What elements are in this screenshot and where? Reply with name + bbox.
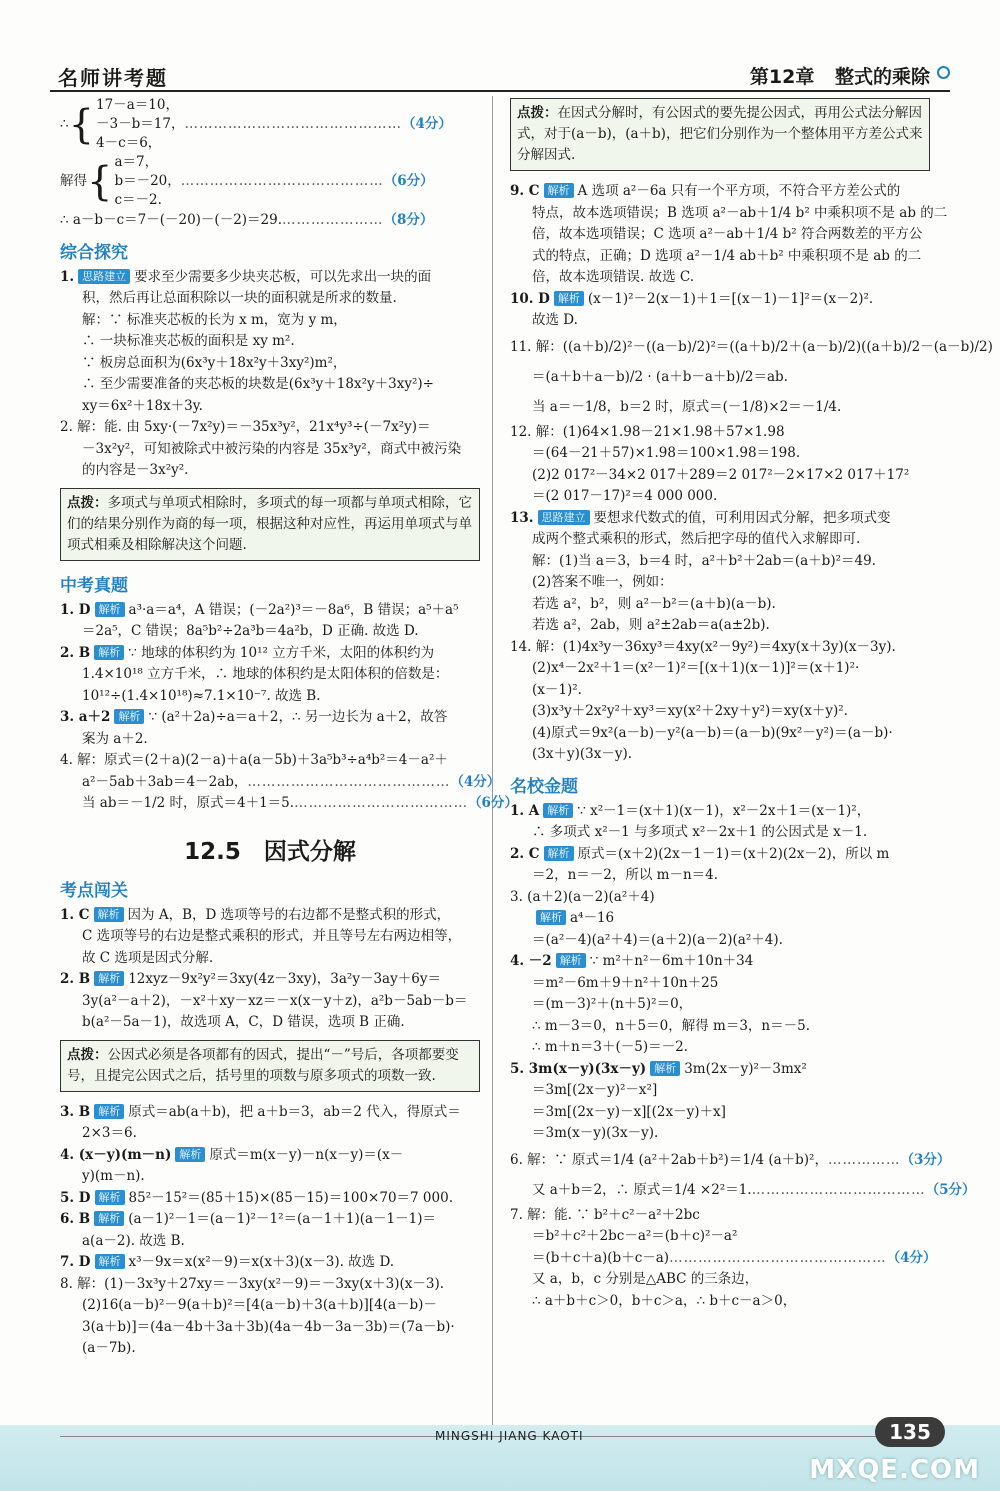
score-label: （4分） bbox=[886, 1249, 937, 1266]
book-title: 名师讲考题 bbox=[58, 66, 168, 90]
analysis-tag: 解析 bbox=[544, 183, 574, 198]
practice-q5: 5. D 解析 85²－15²＝(85＋15)×(85－15)＝100×70＝7 000. bbox=[60, 1189, 453, 1206]
equation-line: 17－a＝10， bbox=[96, 97, 179, 113]
exam-q4: 4. 解：原式＝(2＋a)(2－a)＋a(a－5b)＋3a⁵b³÷a⁴b²＝4－a²＋ bbox=[60, 752, 448, 768]
analysis-tag: 解析 bbox=[94, 971, 124, 986]
exam-q3: 3. a＋2 解析 ∵ (a²＋2a)÷a＝a＋2，∴ 另一边长为 a＋2，故答 bbox=[60, 709, 448, 725]
score-label: （6分） bbox=[383, 173, 434, 189]
answer-line: ∴ 至少需要准备的夹芯板的块数是(6x³y＋18x²y＋3xy²)÷ bbox=[82, 376, 434, 392]
answer-line: ＝2，n＝－2，所以 m－n＝4. bbox=[532, 867, 719, 883]
question-14: 14. 解：(1)4x³y－36xy³＝4xy(x²－9y²)＝4xy(x＋3y)(x－3y). bbox=[510, 638, 896, 655]
answer-line: 3y(a²－a＋2)，－x²＋xy－xz＝－x(x－y＋z)，a²b－5ab－b＝ bbox=[82, 992, 468, 1009]
answer-line: b(a²－5a－1)，故选项 A，C，D 错误，选项 B 正确. bbox=[82, 1014, 405, 1030]
column-divider bbox=[492, 96, 493, 1426]
score-label: （8分） bbox=[383, 212, 434, 228]
equation-system-1 bbox=[60, 96, 480, 153]
answer-line: 1.4×10¹⁸ 立方千米，∴ 地球的体积约是太阳体积的倍数是： bbox=[82, 666, 449, 682]
tip-box: 点拨：公因式必须是各项都有的因式，提出“－”号后，各项都要变号，且提完公因式之后，括号里的项数与原多项式的项数一致. bbox=[60, 1040, 480, 1092]
watermark: MXQE.COM bbox=[809, 1455, 980, 1485]
analysis-tag: 解析 bbox=[94, 1104, 124, 1119]
answer-line: ＝2a⁵，C 错误；8a⁵b²÷2a³b＝4a²b，D 正确. 故选 D. bbox=[82, 623, 419, 639]
equation-line: －3－b＝17， bbox=[96, 116, 185, 132]
answer-line: (2)答案不唯一，例如： bbox=[532, 574, 673, 590]
question-1: 1. 思路建立 要求至少需要多少块夹芯板，可以先求出一块的面 bbox=[60, 268, 432, 285]
answer-line: (4)原式＝9x²(a－b)－y²(a－b)＝(a－b)(9x²－y²)＝(a－b)· bbox=[532, 724, 893, 741]
right-column: 点拨：在因式分解时，有公因式的要先提公因式，再用公式法分解因式，对于(a－b)，(a＋b)，把它们分别作为一个整体用平方差公式来分解因式. 9. C 解析 A 选项 a²－6a 只有一个平方项，不符合平方差公式的 特点，故本选项错误；B 选项 a²－ab＋1/4 b² 中乘积项不是 ab 的二 倍，故本选项错误；C 选项 a²－ab＋1/4 b² 符合两数差的平方公 式的特点，正确；D 选项 a²－1/4 ab＋b² 中乘积项不是 ab 的二 倍，故本选项错误. 故选 C. 10. D 解析 (x－1)²－2(x－1)＋1＝[(x－1)－1]²＝(x－2)². 故选 D. 11. 解：((a＋b)/2)²－((a－b)/2)²＝((a＋b)/2＋(a－b)/2)((a＋b)/2－(a－b)/2) ＝(a＋b＋a－b)/2 · (a＋b－a＋b)/2＝ab. 当 a＝－1/8，b＝2 时，原式＝(－1/8)×2＝－1/4. 12. 解：(1)64×1.98－21×1.98＋57×1.98 ＝(64－21＋57)×1.98＝100×1.98＝198. (2)2 017²－34×2 017＋289＝2 017²－2×17×2 017＋17² ＝(2 017－17)²＝4 000 000. 13. 思路建立 要想求代数式的值，可利用因式分解，把多项式变 成两个整式乘积的形式，然后把字母的值代入求解即可. 解：(1)当 a＝3，b＝4 时，a²＋b²＋2ab＝(a＋b)²＝49. (2)答案不唯一，例如： 若选 a²，b²，则 a²－b²＝(a＋b)(a－b). 若选 a²，2ab，则 a²±2ab＝a(a±2b). 14. 解：(1)4x³y－36xy³＝4xy(x²－9y²)＝4xy(x＋3y)(x－3y). (2)x⁴－2x²＋1＝(x²－1)²＝[(x＋1)(x－1)]²＝(x＋1)²· (x－1)². (3)x³y＋2x²y²＋xy³＝xy(x²＋2xy＋y²)＝xy(x＋y)². (4)原式＝9x²(a－b)－y²(a－b)＝(a－b)(9x²－y²)＝(a－b)· (3x＋y)(3x－y). 名校金题 1. A 解析 ∵ x²－1＝(x＋1)(x－1)，x²－2x＋1＝(x－1)²， ∴ 多项式 x²－1 与多项式 x²－2x＋1 的公因式是 x－1. 2. C 解析 原式＝(x＋2)(2x－1－1)＝(x＋2)(2x－2)，所以 m ＝2，n＝－2，所以 m－n＝4. 3. (a＋2)(a－2)(a²＋4) 解析 a⁴－16 ＝(a²－4)(a²＋4)＝(a＋2)(a－2)(a²＋4). 4. －2 解析 ∵ m²＋n²－6m＋10n＋34 ＝m²－6m＋9＋n²＋10n＋25 ＝(m－3)²＋(n＋5)²＝0， ∴ m－3＝0，n＋5＝0，解得 m＝3，n＝－5. ∴ m＋n＝3＋(－5)＝－2. 5. 3m(x－y)(3x－y) 解析 3m(2x－y)²－3mx² ＝3m[(2x－y)²－x²] ＝3m[(2x－y)－x][(2x－y)＋x] ＝3m(x－y)(3x－y). 6. 解：∵ 原式＝1/4 (a²＋2ab＋b²)＝1/4 (a＋b)²，……………（3分） 又 a＋b＝2，∴ 原式＝1/4 ×2²＝1.………………………………（5分） 7. 解：能. ∵ b²＋c²－a²＋2bc ＝b²＋c²＋2bc－a²＝(b＋c)²－a² ＝(b＋c＋a)(b＋c－a)………………………………………（4分） 又 a，b，c 分别是△ABC 的三条边， ∴ a＋b＋c＞0，b＋c＞a，∴ b＋c－a＞0， bbox=[510, 96, 930, 1312]
solve-label: 解得 bbox=[60, 172, 87, 189]
section-heading: 考点闯关 bbox=[60, 880, 128, 901]
gold-q6: 6. 解：∵ 原式＝1/4 (a²＋2ab＋b²)＝1/4 (a＋b)²， bbox=[510, 1151, 828, 1168]
answer-line: 3(a＋b)]＝(4a－4b＋3a＋3b)(4a－4b－3a－3b)＝(7a－b)· bbox=[82, 1318, 455, 1335]
analysis-tag: 解析 bbox=[95, 1254, 125, 1269]
analysis-tag: 解析 bbox=[114, 709, 144, 724]
therefore-symbol: ∴ bbox=[60, 115, 69, 132]
answer-line: ∴ m－3＝0，n＋5＝0，解得 m＝3，n＝－5. bbox=[532, 1017, 810, 1034]
brace-icon: { bbox=[87, 158, 113, 205]
answer-line: －3x²y²，可知被除式中被污染的内容是 35x³y²，商式中被污染 bbox=[82, 440, 462, 457]
answer-line: 若选 a²，2ab，则 a²±2ab＝a(a±2b). bbox=[532, 617, 770, 633]
analysis-tag: 解析 bbox=[94, 645, 124, 660]
analysis-tag: 解析 bbox=[94, 1211, 124, 1226]
answer-line: ＝(a²－4)(a²＋4)＝(a＋2)(a－2)(a²＋4). bbox=[532, 931, 783, 948]
section-heading: 中考真题 bbox=[60, 575, 128, 596]
practice-q1: 1. C 解析 因为 A，B，D 选项等号的右边都不是整式积的形式， bbox=[60, 906, 451, 923]
system-lines: a＝7， b＝－20，……………………………………（6分） c＝－2. bbox=[114, 154, 434, 208]
chapter-number: 第12章 bbox=[749, 66, 815, 88]
answer-line: a(a－2). 故选 B. bbox=[82, 1232, 185, 1249]
chapter-title bbox=[736, 62, 930, 89]
answer-line: ＝3m(x－y)(3x－y). bbox=[532, 1125, 659, 1141]
section-heading: 名校金题 bbox=[510, 776, 578, 797]
equation-line: 4－c＝6， bbox=[96, 135, 162, 151]
analysis-tag: 解析 bbox=[554, 291, 584, 306]
equation-line: c＝－2. bbox=[114, 192, 162, 208]
equation-line: a＝7， bbox=[114, 154, 159, 170]
answer-line: 积，然后再让总面积除以一块的面积就是所求的数量. bbox=[82, 290, 397, 306]
answer-line: ∴ 多项式 x²－1 与多项式 x²－2x＋1 的公因式是 x－1. bbox=[532, 824, 868, 840]
analysis-tag: 解析 bbox=[543, 803, 573, 818]
equation-line: b＝－20， bbox=[114, 173, 181, 189]
question-10: 10. D 解析 (x－1)²－2(x－1)＋1＝[(x－1)－1]²＝(x－2)². bbox=[510, 290, 874, 307]
score-label: （5分） bbox=[925, 1181, 976, 1198]
answer-line: (3x＋y)(3x－y). bbox=[532, 746, 633, 762]
score-label: （3分） bbox=[900, 1151, 951, 1168]
tip-box: 点拨：多项式与单项式相除时，多项式的每一项都与单项式相除，它们的结果分别作为商的每一项，根据这种对应性，再运用单项式与单项式相乘及相除解决这个问题. bbox=[60, 488, 480, 561]
gold-q7: 7. 解：能. ∵ b²＋c²－a²＋2bc bbox=[510, 1206, 700, 1223]
analysis-tag: 解析 bbox=[650, 1061, 680, 1076]
answer-line: 案为 a＋2. bbox=[82, 730, 148, 747]
answer-line: (2)2 017²－34×2 017＋289＝2 017²－2×17×2 017＋17² bbox=[532, 466, 910, 483]
answer-line: 式的特点，正确；D 选项 a²－1/4 ab＋b² 中乘积项不是 ab 的二 bbox=[532, 247, 922, 264]
question-13: 13. 思路建立 要想求代数式的值，可利用因式分解，把多项式变 bbox=[510, 509, 891, 526]
exam-q1: 1. D 解析 a³·a＝a⁴，A 错误；(－2a²)³＝－8a⁶，B 错误；a⁵＋a⁵ bbox=[60, 601, 459, 618]
approach-tag: 思路建立 bbox=[78, 269, 130, 284]
exam-q2: 2. B 解析 ∵ 地球的体积约为 10¹² 立方千米，太阳的体积约为 bbox=[60, 644, 435, 661]
left-column: ∴ { 17－a＝10， －3－b＝17，………………………………………（4分） 4－c＝6， 解得 { a＝7， b＝－20，……………………………………（6分） c＝－2. ∴ a－b－c＝7－(－20)－(－2)＝29.…………………（8分） 综合探究 1. 思路建立 要求至少需要多少块夹芯板，可以先求出一块的面 积，然后再让总面积除以一块的面积就是所求的数量. 解：∵ 标准夹芯板的长为 x m，宽为 y m， ∴ 一块标准夹芯板的面积是 xy m². ∵ 板房总面积为(6x³y＋18x²y＋3xy²)m²， ∴ 至少需要准备的夹芯板的块数是(6x³y＋18x²y＋3xy²)÷ xy＝6x²＋18x＋3y. 2. 解：能. 由 5xy·(－7x²y)＝－35x³y²，21x⁴y³÷(－7x²y)＝ －3x²y²，可知被除式中被污染的内容是 35x³y²，商式中被污染 的内容是－3x²y². 点拨：多项式与单项式相除时，多项式的每一项都与单项式相除，它们的结果分别作为商的每一项，根据这种对应性，再运用单项式与单项式相乘及相除解决这个问题. 中考真题 1. D 解析 a³·a＝a⁴，A 错误；(－2a²)³＝－8a⁶，B 错误；a⁵＋a⁵ ＝2a⁵，C 错误；8a⁵b²÷2a³b＝4a²b，D 正确. 故选 D. 2. B 解析 ∵ 地球的体积约为 10¹² 立方千米，太阳的体积约为 1.4×10¹⁸ 立方千米，∴ 地球的体积约是太阳体积的倍数是： 10¹²÷(1.4×10¹⁸)≈7.1×10⁻⁷. 故选 B. 3. a＋2 解析 ∵ (a²＋2a)÷a＝a＋2，∴ 另一边长为 a＋2，故答 案为 a＋2. 4. 解：原式＝(2＋a)(2－a)＋a(a－5b)＋3a⁵b³÷a⁴b²＝4－a²＋ a²－5ab＋3ab＝4－2ab，……………………………………（4分） 当 ab＝－1/2 时，原式＝4＋1＝5.………………………………（6分） 12.5 因式分解 考点闯关 1. C 解析 因为 A，B，D 选项等号的右边都不是整式积的形式， C 选项等号的右边是整式乘积的形式，并且等号左右两边相等， 故 C 选项是因式分解. 2. B 解析 12xyz－9x²y²＝3xy(4z－3xy)，3a²y－3ay＋6y＝ 3y(a²－a＋2)，－x²＋xy－xz＝－x(x－y＋z)，a²b－5ab－b＝ b(a²－5a－1)，故选项 A，C，D 错误，选项 B 正确. 点拨：公因式必须是各项都有的因式，提出“－”号后，各项都要变号，且提完公因式之后，括号里的项数与原多项式的项数一致. 3. B 解析 原式＝ab(a＋b)，把 a＋b＝3，ab＝2 代入，得原式＝ 2×3＝6. 4. (x－y)(m－n) 解析 原式＝m(x－y)－n(x－y)＝(x－ y)(m－n). 5. D 解析 85²－15²＝(85＋15)×(85－15)＝100×70＝7 000. 6. B 解析 (a－1)²－1＝(a－1)²－1²＝(a－1＋1)(a－1－1)＝ a(a－2). 故选 B. 7. D 解析 x³－9x＝x(x²－9)＝x(x＋3)(x－3). 故选 D. 8. 解：(1)－3x³y＋27xy＝－3xy(x²－9)＝－3xy(x＋3)(x－3). (2)16(a－b)²－9(a＋b)²＝[4(a－b)＋3(a＋b)][4(a－b)－ 3(a＋b)]＝(4a－4b＋3a＋3b)(4a－4b－3a－3b)＝(7a－b)· (a－7b). bbox=[60, 96, 480, 1360]
answer-line: 故选 D. bbox=[532, 312, 578, 328]
answer-line: ＝(a＋b＋a－b)/2 · (a＋b－a＋b)/2＝ab. bbox=[532, 368, 788, 385]
answer-line: y)(m－n). bbox=[82, 1168, 145, 1184]
answer-line: 故 C 选项是因式分解. bbox=[82, 949, 214, 966]
equation-system-2 bbox=[60, 153, 480, 210]
answer-line: (x－1)². bbox=[532, 681, 582, 698]
gold-q4: 4. －2 解析 ∵ m²＋n²－6m＋10n＋34 bbox=[510, 953, 754, 969]
header-rule bbox=[50, 90, 950, 92]
brace-icon: { bbox=[68, 101, 95, 148]
score-label: （6分） bbox=[468, 795, 518, 811]
analysis-tag: 解析 bbox=[175, 1147, 205, 1162]
answer-line: ＝(m－3)²＋(n＋5)²＝0， bbox=[532, 996, 693, 1012]
gold-q2: 2. C 解析 原式＝(x＋2)(2x－1－1)＝(x＋2)(2x－2)，所以 m bbox=[510, 845, 890, 862]
answer-line: 解：(1)当 a＝3，b＝4 时，a²＋b²＋2ab＝(a＋b)²＝49. bbox=[532, 552, 876, 569]
gold-q5: 5. 3m(x－y)(3x－y) 解析 3m(2x－y)²－3mx² bbox=[510, 1060, 807, 1077]
answer-line: ∴ m＋n＝3＋(－5)＝－2. bbox=[532, 1039, 688, 1055]
answer-line: ＝3m[(2x－y)²－x²] bbox=[532, 1082, 658, 1098]
answer-line: ＝3m[(2x－y)－x][(2x－y)＋x] bbox=[532, 1103, 726, 1120]
analysis-tag: 解析 bbox=[544, 846, 574, 861]
practice-q4: 4. (x－y)(m－n) 解析 原式＝m(x－y)－n(x－y)＝(x－ bbox=[60, 1146, 404, 1163]
practice-q3: 3. B 解析 原式＝ab(a＋b)，把 a＋b＝3，ab＝2 代入，得原式＝ bbox=[60, 1103, 461, 1120]
practice-q7: 7. D 解析 x³－9x＝x(x²－9)＝x(x＋3)(x－3). 故选 D. bbox=[60, 1254, 395, 1270]
answer-line: 解：∵ 标准夹芯板的长为 x m，宽为 y m， bbox=[82, 311, 347, 328]
answer-line: 的内容是－3x²y². bbox=[82, 462, 189, 478]
practice-q8: 8. 解：(1)－3x³y＋27xy＝－3xy(x²－9)＝－3xy(x＋3)(x－3). bbox=[60, 1275, 445, 1292]
answer-line: 又 a，b，c 分别是△ABC 的三条边， bbox=[532, 1271, 759, 1287]
section-heading: 综合探究 bbox=[60, 242, 128, 263]
question-9: 9. C 解析 A 选项 a²－6a 只有一个平方项，不符合平方差公式的 bbox=[510, 183, 901, 199]
answer-line: ∵ 板房总面积为(6x³y＋18x²y＋3xy²)m²， bbox=[82, 354, 347, 371]
circle-icon bbox=[937, 66, 950, 79]
answer-line: 成两个整式乘积的形式，然后把字母的值代入求解即可. bbox=[532, 531, 861, 547]
answer-line: 倍，故本选项错误；C 选项 a²－ab＋1/4 b² 符合两数差的平方公 bbox=[532, 226, 923, 242]
answer-line: 当 a＝－1/8，b＝2 时，原式＝(－1/8)×2＝－1/4. bbox=[532, 398, 842, 415]
answer-line: 若选 a²，b²，则 a²－b²＝(a＋b)(a－b). bbox=[532, 595, 776, 612]
approach-tag: 思路建立 bbox=[538, 510, 590, 525]
analysis-tag: 解析 bbox=[95, 602, 125, 617]
gold-q3: 3. (a＋2)(a－2)(a²＋4) bbox=[510, 888, 655, 905]
footer-series-name: MINGSHI JIANG KAOTI bbox=[435, 1429, 584, 1443]
answer-line: (3)x³y＋2x²y²＋xy³＝xy(x²＋2xy＋y²)＝xy(x＋y)². bbox=[532, 703, 848, 719]
answer-line: (a－7b). bbox=[82, 1340, 136, 1356]
result-line: ∴ a－b－c＝7－(－20)－(－2)＝29.…………………（8分） bbox=[60, 212, 434, 228]
page-header bbox=[50, 60, 950, 90]
analysis-tag: 解析 bbox=[536, 910, 566, 925]
answer-line: 10¹²÷(1.4×10¹⁸)≈7.1×10⁻⁷. 故选 B. bbox=[82, 687, 321, 704]
answer-line: ＝m²－6m＋9＋n²＋10n＋25 bbox=[532, 974, 719, 991]
analysis-tag: 解析 bbox=[94, 907, 124, 922]
question-11: 11. 解：((a＋b)/2)²－((a－b)/2)²＝((a＋b)/2＋(a－b)/2)((a＋b)/2－(a－b)/2) bbox=[510, 338, 993, 355]
answer-line: 特点，故本选项错误；B 选项 a²－ab＋1/4 b² 中乘积项不是 ab 的二 bbox=[532, 204, 948, 221]
chapter-name: 整式的乘除 bbox=[834, 66, 930, 88]
practice-q6: 6. B 解析 (a－1)²－1＝(a－1)²－1²＝(a－1＋1)(a－1－1)＝ bbox=[60, 1211, 436, 1227]
answer-line: ∴ 一块标准夹芯板的面积是 xy m². bbox=[82, 333, 295, 349]
practice-q2: 2. B 解析 12xyz－9x²y²＝3xy(4z－3xy)，3a²y－3ay＋6y＝ bbox=[60, 971, 441, 987]
answer-line: (2)16(a－b)²－9(a＋b)²＝[4(a－b)＋3(a＋b)][4(a－b)－ bbox=[82, 1297, 437, 1313]
answer-line: C 选项等号的右边是整式乘积的形式，并且等号左右两边相等， bbox=[82, 928, 462, 944]
system-lines: 17－a＝10， －3－b＝17，………………………………………（4分） 4－c＝6， bbox=[96, 97, 452, 151]
page-number: 135 bbox=[875, 1417, 945, 1447]
question-12: 12. 解：(1)64×1.98－21×1.98＋57×1.98 bbox=[510, 423, 785, 440]
score-label: （4分） bbox=[450, 773, 501, 790]
answer-line: ＝(2 017－17)²＝4 000 000. bbox=[532, 488, 718, 504]
question-2: 2. 解：能. 由 5xy·(－7x²y)＝－35x³y²，21x⁴y³÷(－7x²y)＝ bbox=[60, 419, 431, 435]
answer-line: 2×3＝6. bbox=[82, 1125, 137, 1141]
tip-box: 点拨：在因式分解时，有公因式的要先提公因式，再用公式法分解因式，对于(a－b)，(a＋b)，把它们分别作为一个整体用平方差公式来分解因式. bbox=[510, 98, 930, 171]
answer-line: ＝b²＋c²＋2bc－a²＝(b＋c)²－a² bbox=[532, 1228, 738, 1244]
answer-line: 倍，故本选项错误. 故选 C. bbox=[532, 269, 695, 285]
analysis-tag: 解析 bbox=[556, 953, 586, 968]
gold-q1: 1. A 解析 ∵ x²－1＝(x＋1)(x－1)，x²－2x＋1＝(x－1)²， bbox=[510, 802, 871, 819]
answer-line: ＝(64－21＋57)×1.98＝100×1.98＝198. bbox=[532, 445, 801, 461]
analysis-tag: 解析 bbox=[95, 1190, 125, 1205]
answer-line: (2)x⁴－2x²＋1＝(x²－1)²＝[(x＋1)(x－1)]²＝(x＋1)²· bbox=[532, 660, 860, 676]
answer-line: xy＝6x²＋18x＋3y. bbox=[82, 397, 203, 414]
section-title: 12.5 因式分解 bbox=[184, 838, 356, 865]
score-label: （4分） bbox=[401, 116, 452, 132]
answer-line: ∴ a＋b＋c＞0，b＋c＞a，∴ b＋c－a＞0， bbox=[532, 1292, 797, 1309]
